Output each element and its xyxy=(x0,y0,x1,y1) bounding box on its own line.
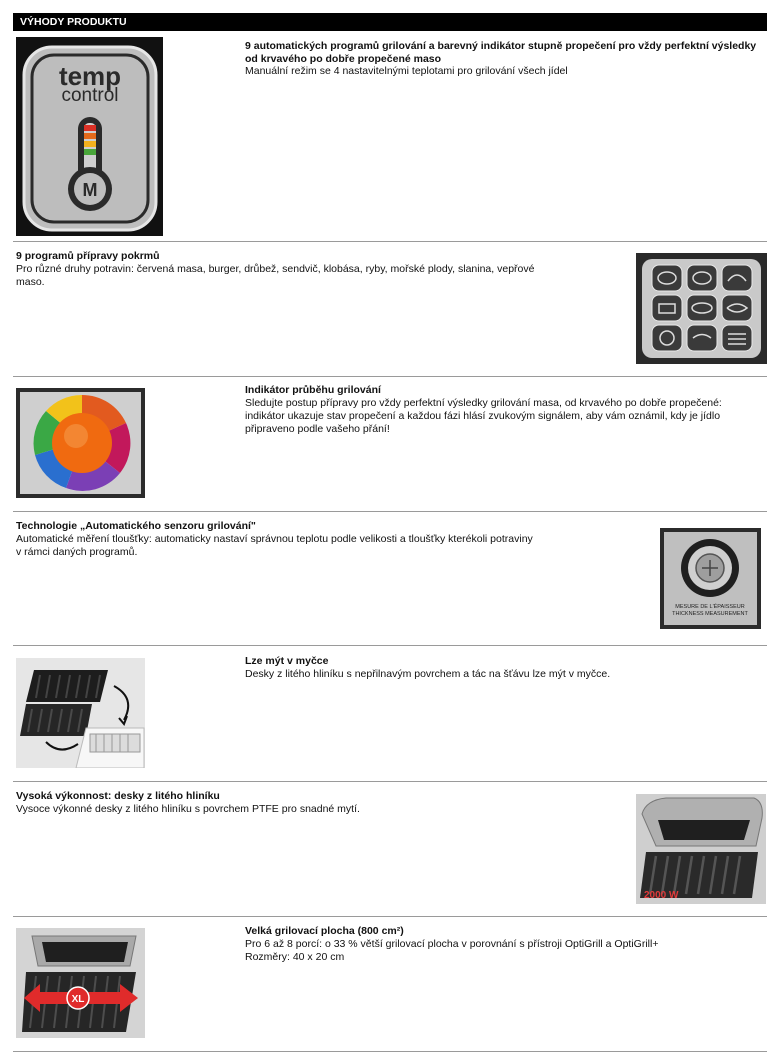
section-title: Lze mýt v myčce xyxy=(245,655,329,667)
temp-control-image xyxy=(16,37,163,236)
section-dishwasher-text xyxy=(245,655,760,681)
section-title: Indikátor průběhu grilování xyxy=(245,384,381,396)
xl-grill-surface-image xyxy=(16,928,145,1038)
xl-badge: XL xyxy=(71,994,85,1005)
section-programs-text xyxy=(245,40,760,78)
divider xyxy=(13,511,767,512)
section-sensor-text xyxy=(16,520,536,559)
cooking-level-dial-image xyxy=(16,388,145,498)
grill-2000w-image xyxy=(636,794,766,904)
dishwasher-plates-image xyxy=(16,658,145,768)
section-title: Technologie „Automatického senzoru grilování" xyxy=(16,520,256,532)
sensor-caption-2: THICKNESS MEASUREMENT xyxy=(672,611,748,617)
divider xyxy=(13,645,767,646)
divider xyxy=(13,376,767,377)
power-label: 2000 W xyxy=(644,890,679,901)
section-description: Sledujte postup přípravy pro vždy perfektní výsledky grilování masa, od krvavého po dobře propečené: indikátor ukazuje stav propečení a každou fázi hlásí zvukovým signálem, aby vám oznámil, kdy je jídlo připraveno podle vašeho přání! xyxy=(245,396,722,435)
food-programs-image xyxy=(636,253,767,364)
section-description: Pro 6 až 8 porcí: o 33 % větší grilovací plocha v porovnání s přístroji OptiGrill a OptiGrill+ xyxy=(245,937,659,950)
divider xyxy=(13,1051,767,1052)
section-description: Vysoce výkonné desky z litého hliníku s povrchem PTFE pro snadné mytí. xyxy=(16,802,360,815)
section-progress-indicator-text xyxy=(245,384,760,436)
thickness-sensor-image xyxy=(660,528,761,629)
section-description: Manuální režim se 4 nastavitelnými teplotami pro grilování všech jídel xyxy=(245,65,568,77)
section-title: Vysoká výkonnost: desky z litého hliníku xyxy=(16,790,220,802)
section-description-dimensions: Rozměry: 40 x 20 cm xyxy=(245,950,345,963)
temp-label: temp xyxy=(58,61,122,91)
sensor-caption-1: MESURE DE L'ÉPAISSEUR xyxy=(675,604,745,610)
section-header: VÝHODY PRODUKTU xyxy=(13,13,767,31)
section-performance-text xyxy=(16,790,536,816)
control-label: control xyxy=(61,85,119,106)
divider xyxy=(13,916,767,917)
section-cooking-programs-text xyxy=(16,250,536,289)
section-description: Automatické měření tloušťky: automaticky nastaví správnou teplotu podle velikosti a tloušťky kterékoli potraviny v rámci daných programů. xyxy=(16,532,533,558)
section-description: Pro různé druhy potravin: červená masa, burger, drůbež, sendvič, klobása, ryby, mořské plody, slanina, vepřové maso. xyxy=(16,262,535,288)
divider xyxy=(13,781,767,782)
section-title: Velká grilovací plocha (800 cm²) xyxy=(245,925,404,937)
section-description: Desky z litého hliníku s nepřilnavým povrchem a tác na šťávu lze mýt v myčce. xyxy=(245,667,611,680)
section-grill-surface-text xyxy=(245,925,760,964)
section-title: 9 automatických programů grilování a barevný indikátor stupně propečení pro vždy perfektní výsledky od krvavého po dobře propečené maso xyxy=(245,40,757,65)
section-title: 9 programů přípravy pokrmů xyxy=(16,250,160,262)
manual-mode-letter: M xyxy=(82,180,98,200)
divider xyxy=(13,241,767,242)
